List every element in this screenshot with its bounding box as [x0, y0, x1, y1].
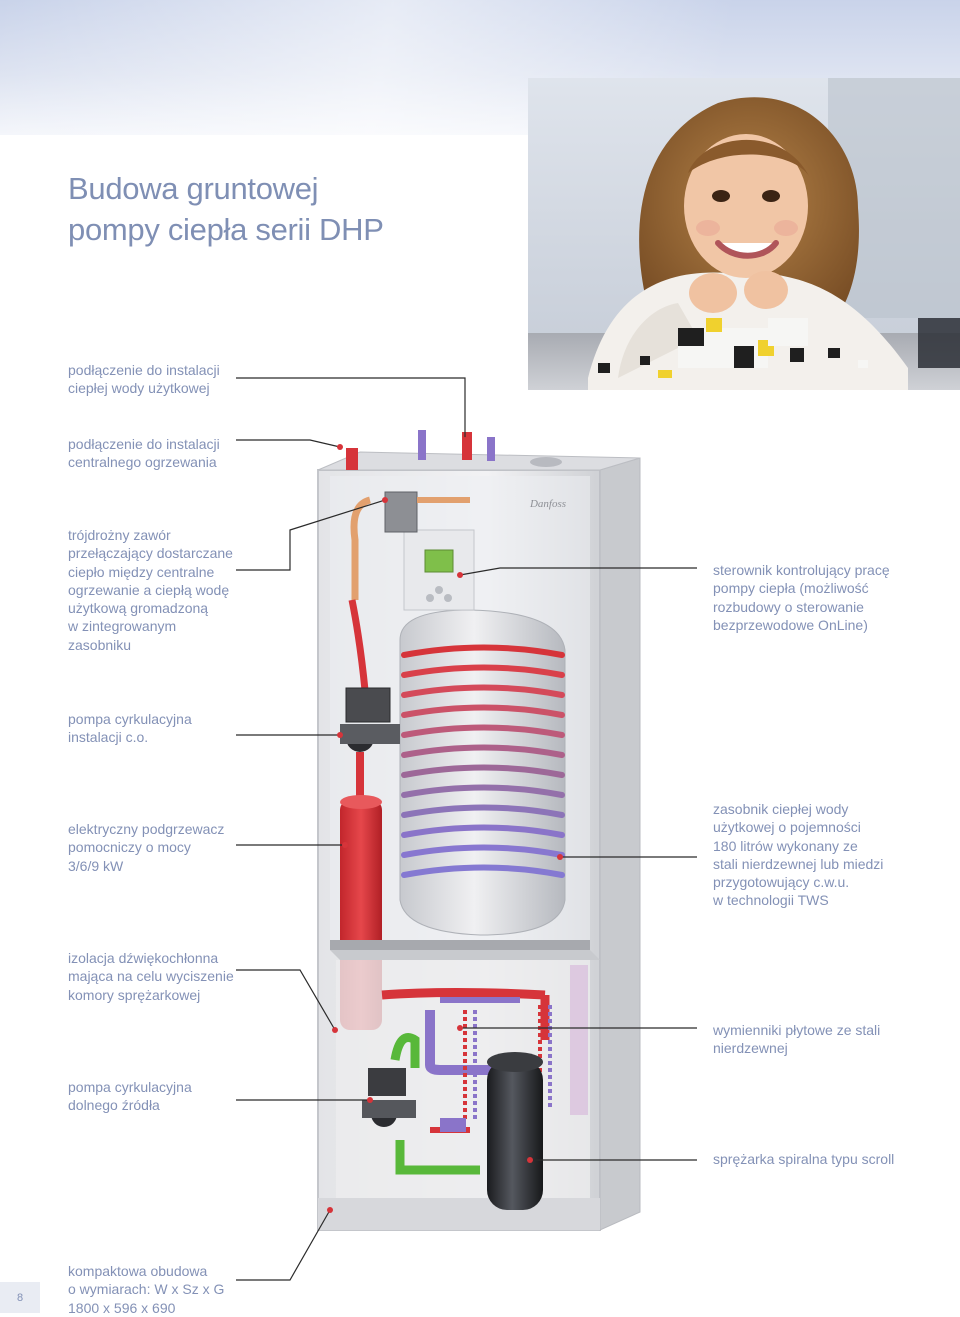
label-line: sterownik kontrolujący pracę: [713, 562, 890, 578]
scroll-compressor: [487, 1052, 543, 1210]
label-line: rozbudowy o sterowanie: [713, 598, 864, 615]
label-line: pompy ciepła (możliwość: [713, 580, 869, 597]
three-way-valve: [385, 492, 417, 532]
label-line: 180 litrów wykonany ze: [713, 837, 858, 854]
label-line: komory sprężarkowej: [68, 986, 201, 1003]
label-water-tank: [713, 800, 883, 910]
danfoss-logo: Danfoss: [529, 498, 567, 510]
label-line: ciepło między centralne: [68, 563, 215, 580]
cabinet-side: [600, 458, 640, 1230]
label-line: bezprzewodowe OnLine): [713, 616, 868, 633]
label-electric-heater: [68, 820, 224, 875]
label-line: trójdrożny zawór: [68, 527, 171, 543]
page-number: 8: [0, 1282, 40, 1313]
label-line: wymienniki płytowe ze stali: [713, 1022, 881, 1038]
label-line: 1800 x 596 x 690: [68, 1299, 176, 1316]
label-line: w zintegrowanym: [68, 618, 177, 635]
label-line: o wymiarach: W x Sz x G: [68, 1281, 225, 1298]
label-line: pompa cyrkulacyjna: [68, 1079, 192, 1095]
label-line: sprężarka spiralna typu scroll: [713, 1151, 895, 1167]
label-line: przygotowujący c.w.u.: [713, 874, 850, 891]
label-line: dolnego źródła: [68, 1097, 160, 1114]
label-line: izolacja dźwiękochłonna: [68, 950, 219, 966]
label-housing: [68, 1262, 224, 1317]
cabinet-top: [318, 452, 640, 470]
page-title-line-1: Budowa gruntowej: [68, 171, 319, 206]
label-line: podłączenie do instalacji: [68, 362, 220, 378]
label-heating-connection: [68, 435, 220, 472]
label-line: pompa cyrkulacyjna: [68, 711, 192, 727]
label-line: użytkową gromadzoną: [68, 600, 209, 617]
label-line: przełączający dostarczane: [68, 545, 233, 562]
label-line: pomocniczy o mocy: [68, 839, 191, 856]
label-line: ciepłej wody użytkowej: [68, 380, 210, 397]
label-ground-pump: [68, 1078, 192, 1115]
label-line: kompaktowa obudowa: [68, 1263, 208, 1279]
label-line: zasobnik ciepłej wody: [713, 801, 849, 817]
page-title-line-2: pompy ciepła serii DHP: [68, 212, 384, 247]
label-hot-water-connection: [68, 361, 220, 398]
label-controller: [713, 561, 890, 634]
label-line: w technologii TWS: [713, 892, 829, 909]
label-line: użytkowej o pojemności: [713, 819, 861, 836]
label-line: 3/6/9 kW: [68, 857, 124, 874]
label-three-way-valve: [68, 526, 233, 654]
label-line: mająca na celu wyciszenie: [68, 968, 234, 985]
label-line: ogrzewanie a ciepłą wodę: [68, 581, 230, 598]
label-line: instalacji c.o.: [68, 729, 149, 746]
label-line: nierdzewnej: [713, 1040, 788, 1057]
label-line: zasobniku: [68, 636, 132, 653]
label-compressor: [713, 1150, 894, 1168]
label-line: centralnego ogrzewania: [68, 454, 217, 471]
label-circulation-pump-co: [68, 710, 192, 747]
label-line: elektryczny podgrzewacz: [68, 821, 225, 837]
label-line: stali nierdzewnej lub miedzi: [713, 855, 884, 872]
label-plate-exchangers: [713, 1021, 880, 1058]
controller-display: [425, 550, 453, 572]
label-insulation: [68, 949, 234, 1004]
label-line: podłączenie do instalacji: [68, 436, 220, 452]
